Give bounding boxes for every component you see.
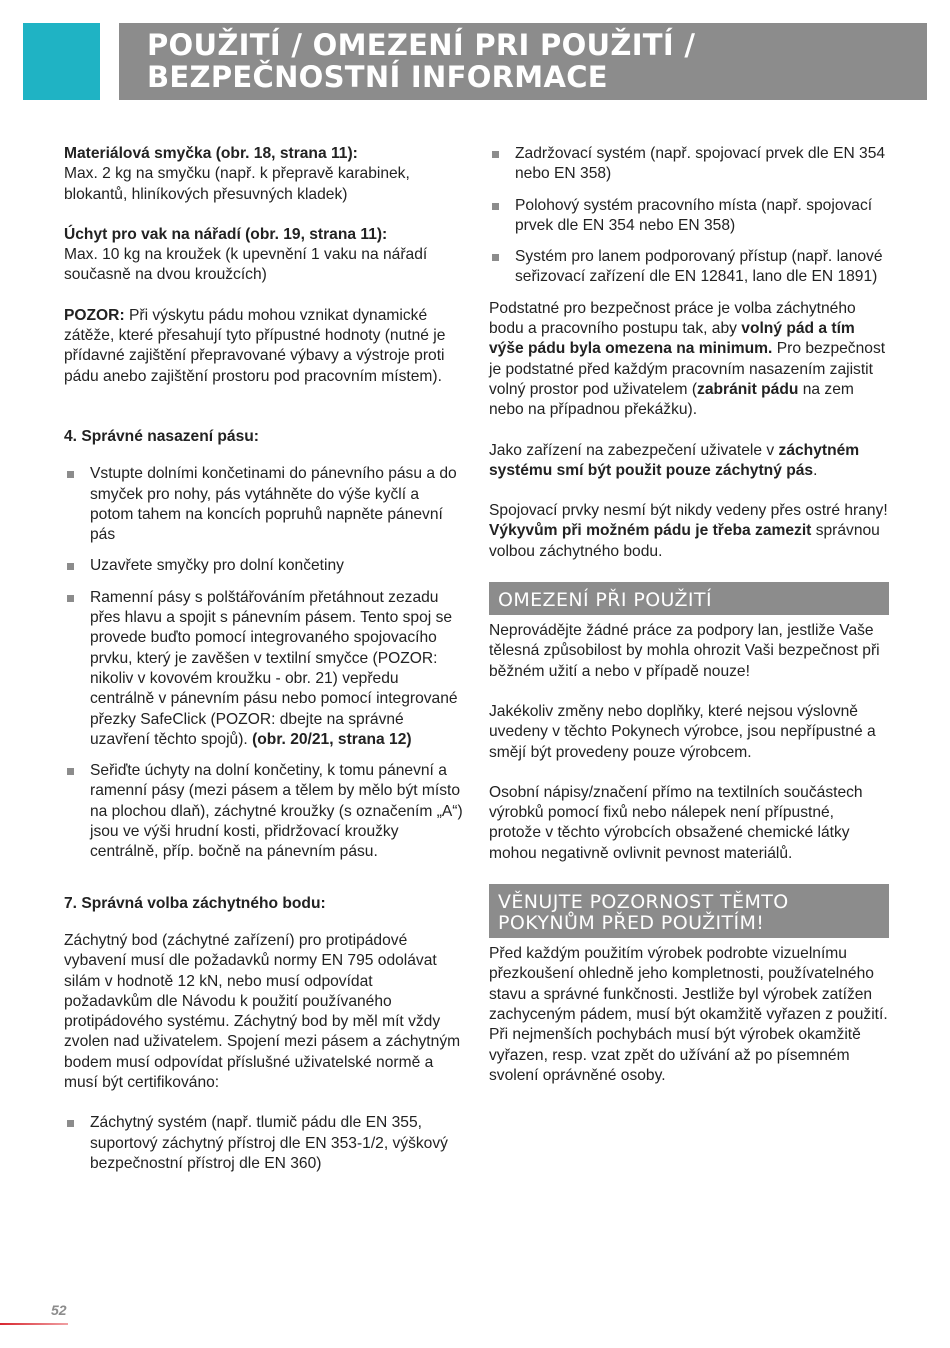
modifications-paragraph: Jakékoliv změny nebo doplňky, které nejsou výslovně uvedeny v těchto Pokynech výrobce, jsou nepřípustné a smějí být provedeny pouze výrobcem. — [489, 702, 876, 761]
page-title-line-1: POUŽITÍ / OMEZENÍ PRI POUŽITÍ / — [147, 28, 696, 62]
systems-list — [489, 144, 889, 288]
tool-bag-heading: Úchyt pro vak na nářadí (obr. 19, strana 11): — [64, 225, 388, 243]
caution-label: POZOR: — [64, 306, 125, 324]
material-loop-heading: Materiálová smyčka (obr. 18, strana 11): — [64, 145, 358, 162]
bullet-square-icon — [492, 151, 499, 158]
section-4-list — [64, 464, 464, 862]
tool-bag-paragraph — [64, 225, 464, 286]
sharp-edges-paragraph: Spojovací prvky nesmí být nikdy vedeny přes ostré hrany! Výkyvům při možném pádu je třeba zamezit správnou volbou záchytného bodu. — [489, 502, 888, 560]
attention-heading-line-2: POKYNŮM PŘED POUŽITÍM! — [498, 912, 765, 935]
header-title-bar — [119, 23, 927, 100]
inspection-paragraph: Před každým použitím výrobek podrobte vizuelnímu přezkoušení ohledně jeho kompletnosti, používatelného stavu a správné funkčnosti. Jestliže byl výrobek zatížen zachyceným pádem, musí být okamžitě vyřazen z použití. Při nejmenších pochybách musí být výrobek okamžitě vyřazen, resp. vzat zpět do užívání až po písemném svolení oprávněné osoby. — [489, 945, 888, 1084]
list-item: Ramenní pásy s polštářováním přetáhnout zezadu přes hlavu a spojit s pánevním pásem. Tento spoj se provede buďto pomocí integrovaného spojovacího prvku, který je zavěšen v textilní smyčce (POZOR: nikoliv v kovovém kroužku - obr. 21) vepředu centrálně v pánevním pásu nebo pomocí integrované přezky SafeClick (POZOR: dbejte na správné uzavření těchto spojů). (obr. 20/21, strana 12) — [64, 588, 464, 750]
limitations-heading: OMEZENÍ PŘI POUŽITÍ — [489, 582, 889, 615]
list-item: Vstupte dolními končetinami do pánevního pásu a do smyček pro nohy, pás vytáhněte do výše kyčlí a potom tahem na koncích popruhů napněte pánevní pás — [64, 464, 464, 545]
left-column — [64, 144, 464, 1185]
section-4-heading: 4. Správné nasazení pásu: — [64, 427, 259, 445]
tool-bag-text: Max. 10 kg na kroužek (k upevnění 1 vaku na nářadí současně na dvou kroužcích) — [64, 246, 428, 284]
caution-text: Při výskytu pádu mohou vznikat dynamické zátěže, které přesahují tyto přípustné hodnoty (nutné je přídavné zajištění přepravované výbavy a výstroje proti pádu anebo zajištění prostoru pod pracovním místem). — [64, 306, 446, 385]
right-column — [489, 144, 889, 1106]
page-title-line-2: BEZPEČNOSTNÍ INFORMACE — [147, 60, 608, 94]
bullet-square-icon — [67, 595, 74, 602]
bullet-square-icon — [67, 563, 74, 570]
footer-accent-rule — [0, 1323, 68, 1325]
bullet-square-icon — [67, 1120, 74, 1127]
list-item: Uzavřete smyčky pro dolní končetiny — [64, 556, 464, 576]
list-item: Polohový systém pracovního místa (např. spojovací prvek dle EN 354 nebo EN 358) — [489, 196, 889, 237]
physical-fitness-paragraph: Neprovádějte žádné práce za podpory lan, jestliže Vaše tělesná způsobilost by mohla ohrozit Vaši bezpečnost při běžném užití a nebo v případě nouze! — [489, 622, 880, 680]
attention-heading-line-1: VĚNUJTE POZORNOST TĚMTO — [498, 891, 789, 914]
list-item: Seřiďte úchyty na dolní končetiny, k tomu pánevní a ramenní pásy (mezi pásem a tělem by mělo být místo na plochou dlaň), záchytné kroužky (s označením „A“) jsou ve výši hrudní kosti, přidržovací kroužky centrálně, příp. bočně na pánevním pásu. — [64, 761, 464, 862]
anchor-point-paragraph: Podstatné pro bezpečnost práce je volba záchytného bodu a pracovního postupu tak, aby volný pád a tím výše pádu byla omezena na minimum. Pro bezpečnost je podstatné před každým pracovním nasazením zajistit volný prostor pod uživatelem (zabránit pádu na zem nebo na případnou překážku). — [489, 299, 886, 419]
list-item: Záchytný systém (např. tlumič pádu dle EN 355, suportový záchytný přístroj dle EN 353-1/2, výškový bezpečnostní přístroj dle EN 360) — [64, 1113, 464, 1174]
section-7-list — [64, 1113, 464, 1174]
caution-paragraph — [64, 306, 464, 387]
section-7-heading: 7. Správná volba záchytného bodu: — [64, 894, 326, 912]
markings-paragraph: Osobní nápisy/značení přímo na textilních součástech výrobků pomocí fixů nebo nálepek není přípustné, protože v těchto výrobcích obsažené chemické látky mohou negativně ovlivnit pevnost materiálů. — [489, 783, 863, 862]
attention-heading — [489, 884, 889, 938]
header-accent-block — [23, 23, 100, 100]
material-loop-paragraph — [64, 144, 464, 205]
bullet-square-icon — [67, 471, 74, 478]
bullet-square-icon — [492, 254, 499, 261]
harness-paragraph: Jako zařízení na zabezpečení uživatele v záchytném systému smí být použit pouze záchytný pás. — [489, 441, 860, 479]
material-loop-text: Max. 2 kg na smyčku (např. k přepravě karabinek, blokantů, hliníkových přesuvných kladek) — [64, 165, 410, 203]
bullet-square-icon — [492, 203, 499, 210]
list-item: Zadržovací systém (např. spojovací prvek dle EN 354 nebo EN 358) — [489, 144, 889, 185]
figure-reference: (obr. 20/21, strana 12) — [252, 730, 412, 748]
bullet-square-icon — [67, 768, 74, 775]
page-number: 52 — [51, 1302, 67, 1318]
list-item: Systém pro lanem podporovaný přístup (např. lanové seřizovací zařízení dle EN 12841, lano dle EN 1891) — [489, 247, 889, 288]
section-7-text: Záchytný bod (záchytné zařízení) pro protipádové vybavení musí dle požadavků normy EN 795 odolávat silám v hodnotě 12 kN, nebo musí odpovídat požadavkům dle Návodu k použití používaného protipádového systému. Záchytný bod by měl mít vždy zvolen nad uživatelem. Spojení mezi pásem a záchytným bodem musí odpovídat příslušné uživatelské normě a musí být certifikováno: — [64, 931, 461, 1091]
